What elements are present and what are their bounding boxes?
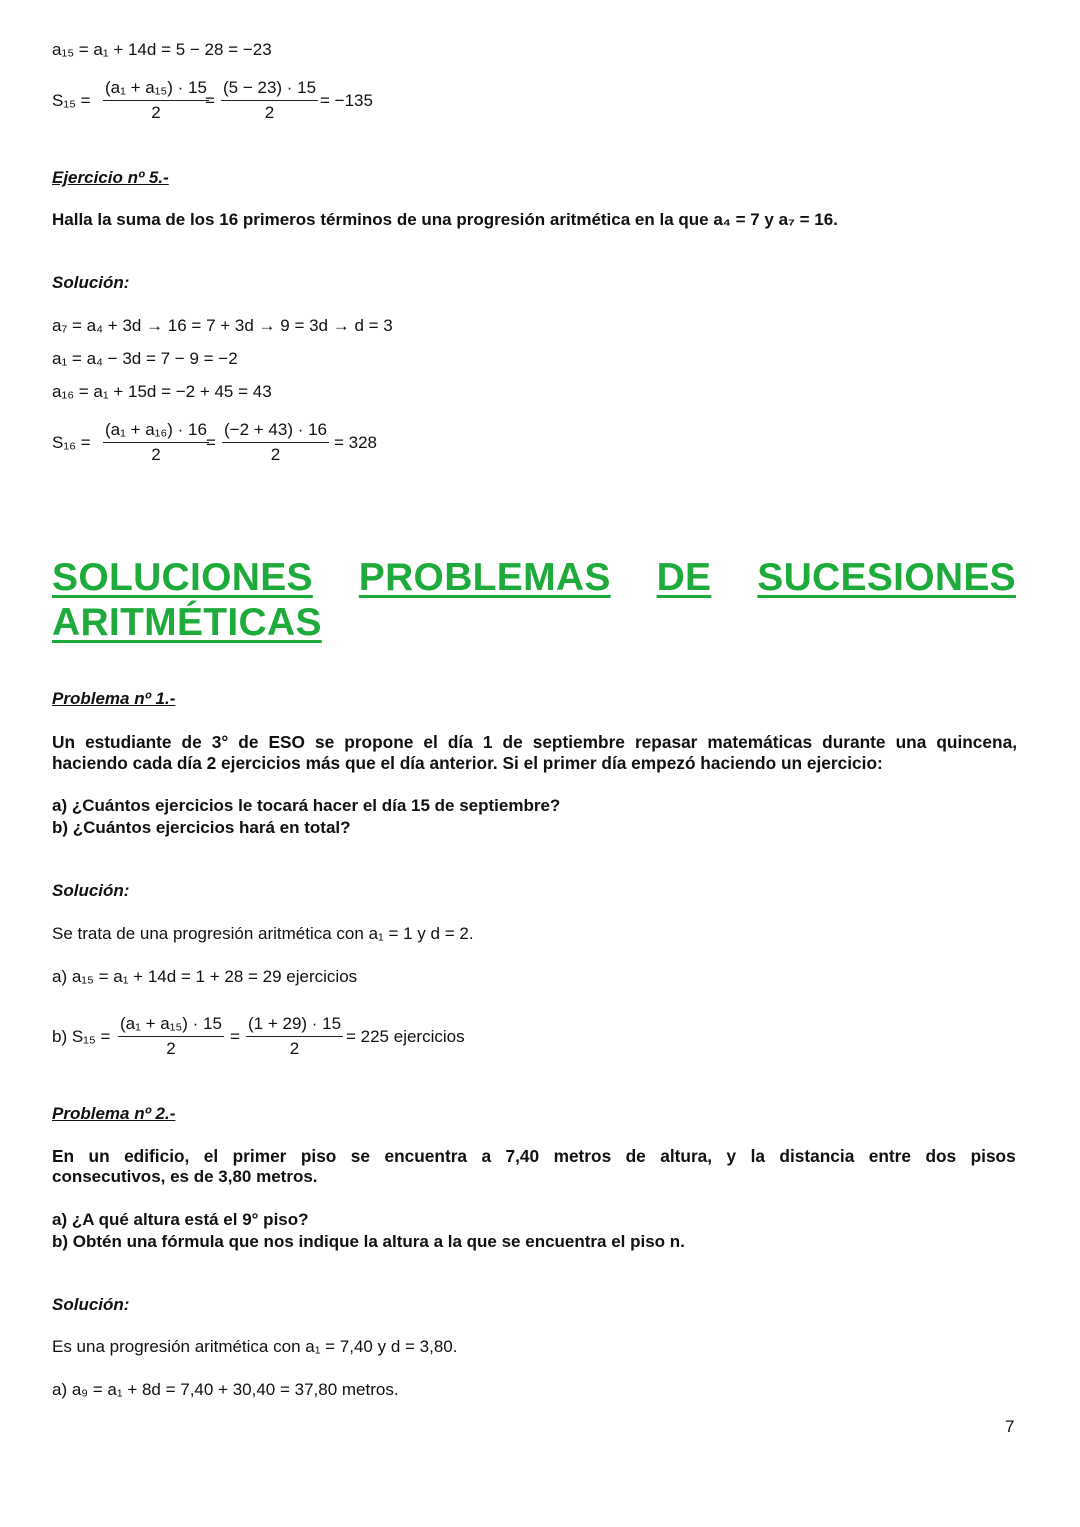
sum-s16-label: S₁₆ = — [52, 433, 91, 452]
section-title-line-2: ARITMÉTICAS — [52, 601, 322, 644]
problem-2-heading: Problema nº 2.- — [52, 1104, 176, 1123]
question-b: b) Obtén una fórmula que nos indique la altura a la que se encuentra el piso n. — [52, 1232, 685, 1251]
fraction-numerator: (a₁ + a₁₅) · 15 — [118, 1012, 224, 1037]
word: y — [726, 1146, 737, 1166]
sum-s15-label: S₁₅ = — [52, 91, 91, 110]
word: dos — [925, 1146, 957, 1166]
word: el — [203, 1146, 219, 1166]
solution-heading: Solución: — [52, 273, 130, 292]
exercise-5-heading: Ejercicio nº 5.- — [52, 168, 169, 187]
word: 7,40 — [505, 1146, 540, 1166]
fraction-numerator: (a₁ + a₁₅) · 15 — [103, 76, 209, 101]
solution-intro: Se trata de una progresión aritmética con a₁ = 1 y d = 2. — [52, 924, 474, 943]
fraction-denominator: 2 — [151, 103, 161, 122]
title-word: PROBLEMAS — [358, 556, 611, 599]
fraction-numerator: (a₁ + a₁₆) · 16 — [103, 418, 209, 443]
word: un — [88, 1146, 110, 1166]
fraction-general — [103, 76, 209, 125]
equals-sign: = — [206, 433, 216, 452]
answer-b-label: b) S₁₅ = — [52, 1027, 111, 1046]
title-word: DE — [656, 556, 712, 599]
word: distancia — [779, 1146, 855, 1166]
fraction-numerator: (−2 + 43) · 16 — [222, 418, 329, 443]
problem-1-statement — [52, 732, 1017, 774]
exercise-5-statement: Halla la suma de los 16 primeros términos de una progresión aritmética en la que a₄ = 7 y a₇ = 16. — [52, 210, 838, 229]
word: edificio, — [124, 1146, 190, 1166]
title-word: SUCESIONES — [757, 556, 1016, 599]
sum-result: = −135 — [320, 91, 373, 110]
word: piso — [300, 1146, 337, 1166]
fraction-denominator: 2 — [151, 445, 161, 464]
solution-intro: Es una progresión aritmética con a₁ = 7,40 y d = 3,80. — [52, 1337, 458, 1356]
solution-heading: Solución: — [52, 881, 130, 900]
word: En — [52, 1146, 75, 1166]
solution-line-2: a₁ = a₄ − 3d = 7 − 9 = −2 — [52, 349, 238, 368]
word: metros — [553, 1146, 612, 1166]
fraction-values — [221, 76, 318, 125]
fraction-numerator: (5 − 23) · 15 — [221, 76, 318, 101]
sum-result: = 225 ejercicios — [346, 1027, 465, 1046]
word: pisos — [970, 1146, 1016, 1166]
fraction-general — [103, 418, 209, 467]
page-number: 7 — [1005, 1417, 1015, 1436]
solution-heading: Solución: — [52, 1295, 130, 1314]
fraction-values — [246, 1012, 343, 1061]
answer-a: a) a₉ = a₁ + 8d = 7,40 + 30,40 = 37,80 metros. — [52, 1380, 399, 1399]
equals-sign: = — [230, 1027, 240, 1046]
question-b: b) ¿Cuántos ejercicios hará en total? — [52, 818, 351, 837]
fraction-denominator: 2 — [289, 1039, 300, 1058]
fraction-denominator: 2 — [166, 1039, 176, 1058]
word: la — [750, 1146, 765, 1166]
equals-sign: = — [205, 91, 215, 110]
word: se — [350, 1146, 371, 1166]
fraction-numerator: (1 + 29) · 15 — [246, 1012, 343, 1037]
fraction-denominator: 2 — [264, 103, 275, 122]
statement-line: haciendo cada día 2 ejercicios más que el día anterior. Si el primer día empezó haciendo un ejercicio: — [52, 753, 883, 773]
solution-line-1: a₇ = a₄ + 3d → 16 = 7 + 3d → 9 = 3d → d = 3 — [52, 316, 393, 335]
title-word: SOLUCIONES — [52, 556, 313, 599]
question-a: a) ¿Cuántos ejercicios le tocará hacer el día 15 de septiembre? — [52, 796, 561, 815]
section-title-line-1 — [52, 556, 1016, 600]
word: encuentra — [384, 1146, 468, 1166]
fraction-denominator: 2 — [270, 445, 281, 464]
problem-1-heading: Problema nº 1.- — [52, 689, 176, 708]
word: a — [481, 1146, 492, 1166]
solution-line-3: a₁₆ = a₁ + 15d = −2 + 45 = 43 — [52, 382, 272, 401]
fraction-general — [118, 1012, 224, 1061]
word: entre — [868, 1146, 912, 1166]
problem-2-statement-line-1 — [52, 1146, 1016, 1167]
word: primer — [232, 1146, 287, 1166]
answer-a: a) a₁₅ = a₁ + 14d = 1 + 28 = 29 ejercicios — [52, 967, 358, 986]
statement-line: Un estudiante de 3° de ESO se propone el día 1 de septiembre repasar matemáticas durante una quincena, — [52, 732, 1017, 752]
problem-2-statement-line-2: consecutivos, es de 3,80 metros. — [52, 1167, 318, 1186]
sum-result: = 328 — [334, 433, 378, 452]
question-a: a) ¿A qué altura está el 9° piso? — [52, 1210, 309, 1229]
fraction-values — [222, 418, 329, 467]
formula-a15: a₁₅ = a₁ + 14d = 5 − 28 = −23 — [52, 40, 272, 59]
word: altura, — [660, 1146, 713, 1166]
word: de — [625, 1146, 646, 1166]
